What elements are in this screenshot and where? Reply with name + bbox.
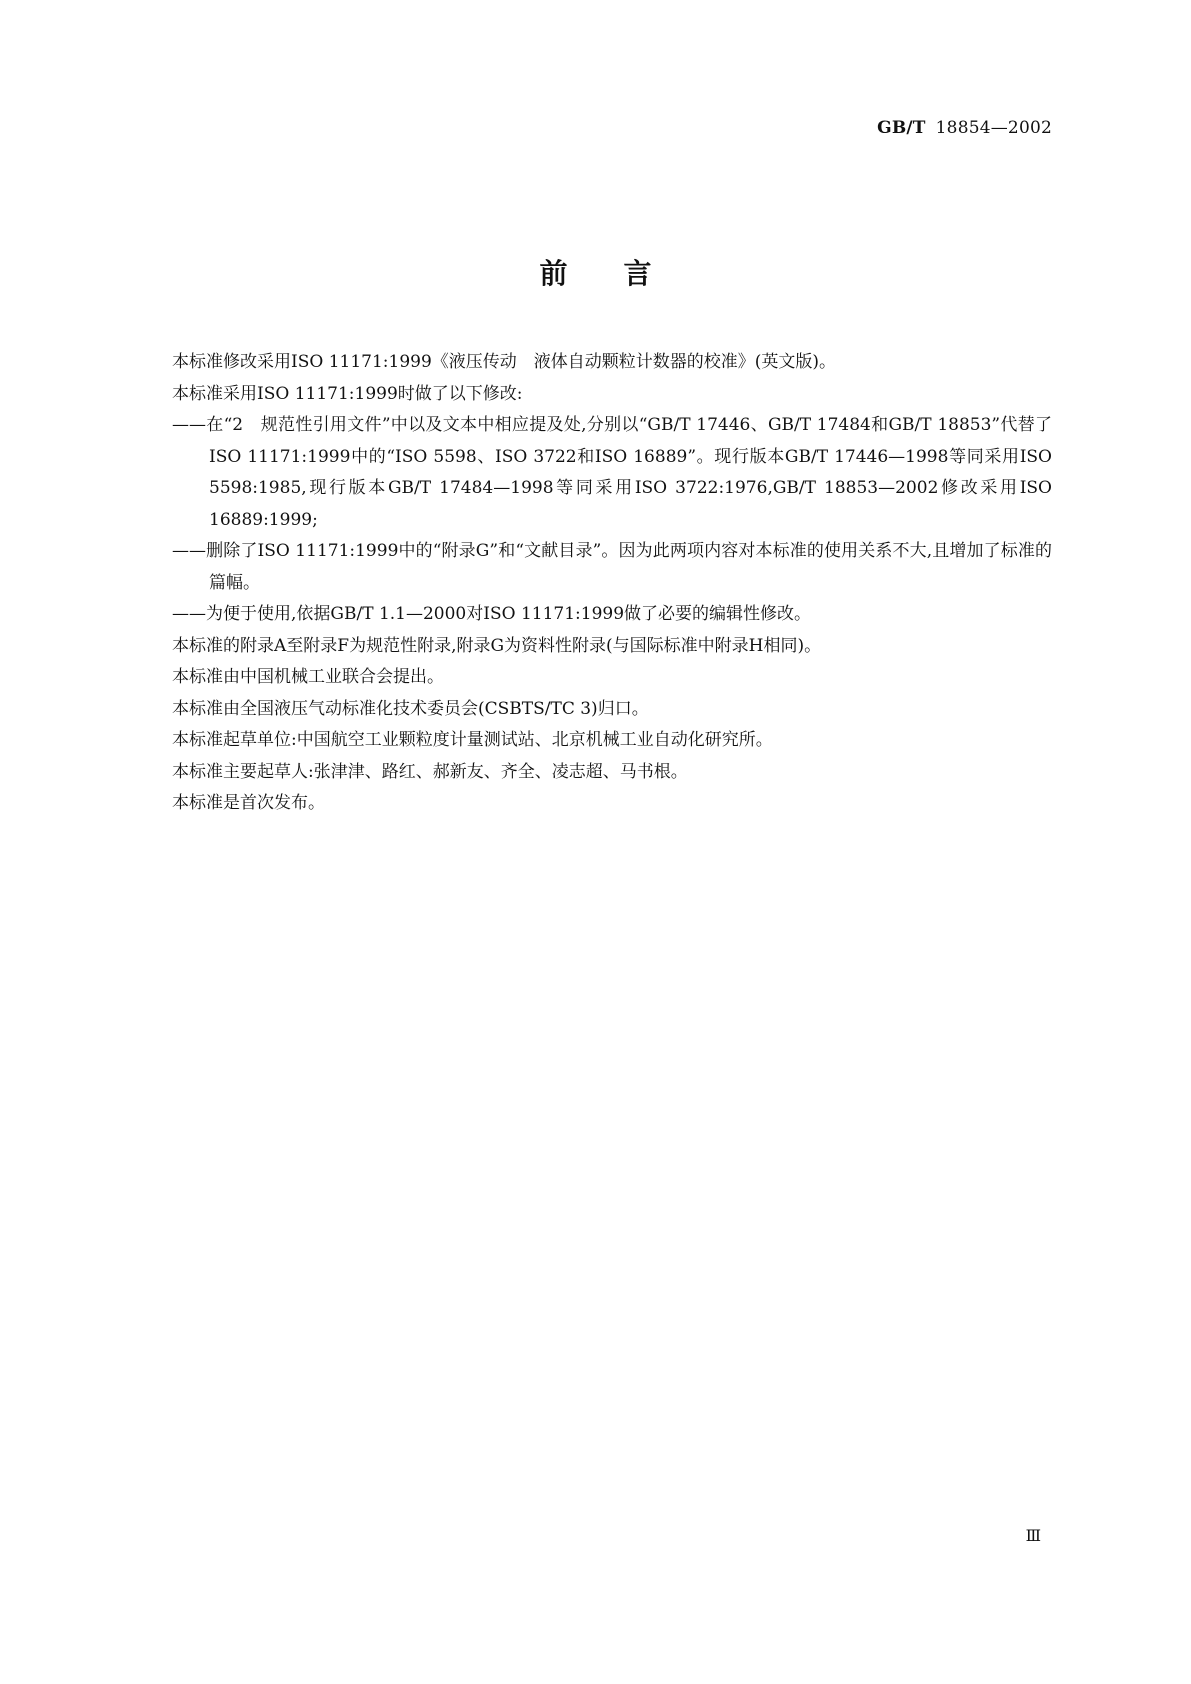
standard-code	[877, 118, 1052, 138]
standard-number: 18854—2002	[935, 118, 1052, 138]
modification-item-references: ——在“2 规范性引用文件”中以及文本中相应提及处,分别以“GB/T 17446、GB/T 17484和GB/T 18853”代替了ISO 11171:1999中的“ISO 5598、ISO 3722和ISO 16889”。现行版本GB/T 17446—1998等同采用ISO 5598:1985,现行版本GB/T 17484—1998等同采用ISO 3722:1976,GB/T 18853—2002修改采用ISO 16889:1999;	[172, 415, 1052, 530]
foreword-body	[172, 347, 1052, 820]
page-number: Ⅲ	[1025, 1526, 1041, 1545]
paragraph-drafting-units: 本标准起草单位:中国航空工业颗粒度计量测试站、北京机械工业自动化研究所。	[172, 730, 773, 750]
paragraph-proposer: 本标准由中国机械工业联合会提出。	[172, 667, 444, 687]
paragraph-annexes: 本标准的附录A至附录F为规范性附录,附录G为资料性附录(与国际标准中附录H相同)。	[172, 635, 822, 656]
modification-item-editorial: ——为便于使用,依据GB/T 1.1—2000对ISO 11171:1999做了必要的编辑性修改。	[172, 604, 812, 624]
paragraph-modifications-intro: 本标准采用ISO 11171:1999时做了以下修改:	[172, 383, 523, 404]
standard-prefix: GB/T	[877, 118, 926, 138]
page-title: 前言	[539, 257, 708, 290]
modification-item-deletions: ——删除了ISO 11171:1999中的“附录G”和“文献目录”。因为此两项内容对本标准的使用关系不大,且增加了标准的篇幅。	[172, 541, 1052, 593]
paragraph-first-issue: 本标准是首次发布。	[172, 793, 325, 813]
paragraph-drafters: 本标准主要起草人:张津津、路红、郝新友、齐全、凌志超、马书根。	[172, 761, 688, 782]
paragraph-adoption: 本标准修改采用ISO 11171:1999《液压传动 液体自动颗粒计数器的校准》(英文版)。	[172, 352, 837, 372]
paragraph-committee: 本标准由全国液压气动标准化技术委员会(CSBTS/TC 3)归口。	[172, 698, 649, 719]
